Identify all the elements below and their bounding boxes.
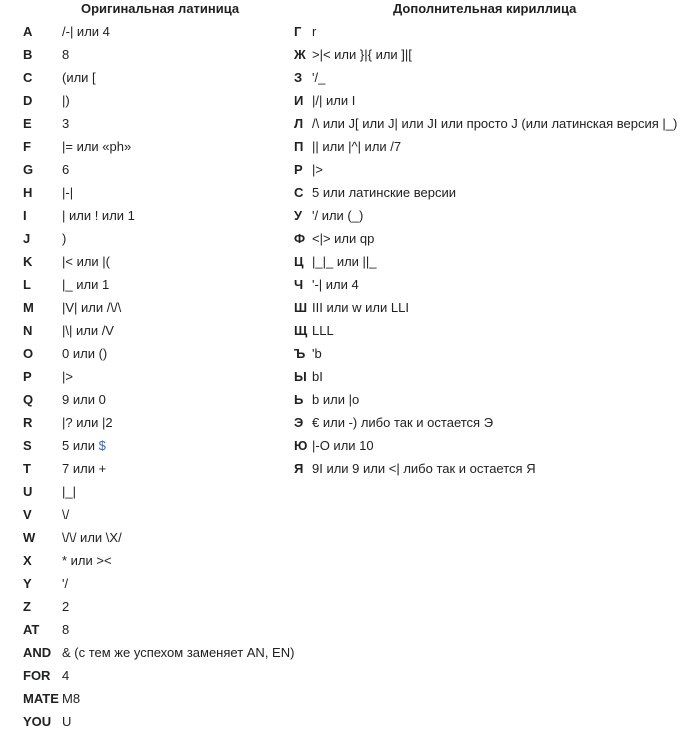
table-row: [294, 319, 689, 342]
letter-key: H: [23, 185, 33, 200]
table-row: [23, 503, 293, 526]
replacement-text: ): [62, 231, 67, 246]
letter-key: V: [23, 507, 32, 522]
replacement-value: [312, 388, 359, 411]
letter-key: Ю: [294, 438, 308, 453]
replacement-text: LLL: [312, 323, 334, 338]
replacement-text: |V| или /\/\: [62, 300, 122, 315]
table-row: [294, 273, 689, 296]
letter-key: И: [294, 93, 304, 108]
table-row: [294, 411, 689, 434]
table-row: [23, 112, 293, 135]
replacement-value: [312, 457, 536, 480]
replacement-value: [312, 204, 363, 227]
table-row: [23, 457, 293, 480]
header-original-latin: Оригинальная латиница: [81, 1, 240, 16]
replacement-value: [312, 434, 374, 457]
letter-key: N: [23, 323, 33, 338]
replacement-text: |_ или 1: [62, 277, 110, 292]
table-row: [23, 572, 293, 595]
replacement-text: 5 или латинские версии: [312, 185, 457, 200]
replacement-text: 0 или (): [62, 346, 108, 361]
replacement-value: [62, 66, 96, 89]
table-row: [23, 365, 293, 388]
replacement-value: [62, 388, 106, 411]
replacement-text: |>: [62, 369, 73, 384]
table-row: [23, 641, 293, 664]
replacement-text: 8: [62, 622, 70, 637]
letter-key: S: [23, 438, 32, 453]
table-row: [23, 66, 293, 89]
letter-key: AND: [23, 645, 52, 660]
letter-key: M: [23, 300, 34, 315]
replacement-value: [312, 296, 409, 319]
letter-key: Ь: [294, 392, 304, 407]
table-row: [23, 204, 293, 227]
table-row: [294, 227, 689, 250]
letter-key: Q: [23, 392, 34, 407]
letter-key: Щ: [294, 323, 308, 338]
replacement-text: 'b: [312, 346, 322, 361]
replacement-text: |< или |(: [62, 254, 111, 269]
replacement-value: [312, 43, 412, 66]
table-row: [294, 204, 689, 227]
replacement-text: |\| или /V: [62, 323, 114, 338]
replacement-text: 6: [62, 162, 70, 177]
replacement-text: 7 или +: [62, 461, 107, 476]
replacement-value: [62, 204, 135, 227]
replacement-value: [62, 411, 113, 434]
replacement-text: |= или «ph»: [62, 139, 132, 154]
replacement-value: [62, 595, 69, 618]
replacement-text: /-| или 4: [62, 24, 110, 39]
replacement-value: [62, 89, 70, 112]
letter-key: AT: [23, 622, 40, 637]
replacement-value: [62, 342, 107, 365]
letter-key: YOU: [23, 714, 52, 729]
table-row: [23, 710, 293, 733]
letter-key: C: [23, 70, 33, 85]
replacement-text: III или w или LLI: [312, 300, 409, 315]
letter-key: G: [23, 162, 34, 177]
letter-key: Г: [294, 24, 302, 39]
table-row: [294, 158, 689, 181]
table-row: [294, 434, 689, 457]
replacement-value: [62, 503, 69, 526]
replacement-link[interactable]: $: [98, 438, 106, 453]
table-row: [294, 181, 689, 204]
table-row: [23, 250, 293, 273]
replacement-text: |_|_ или ||_: [312, 254, 377, 269]
letter-key: O: [23, 346, 34, 361]
replacement-text: || или |^| или /7: [312, 139, 402, 154]
letter-key: R: [23, 415, 33, 430]
replacement-text: 9I или 9 или <| либо так и остается Я: [312, 461, 536, 476]
replacement-value: [312, 250, 377, 273]
letter-key: F: [23, 139, 31, 154]
table-row: [294, 89, 689, 112]
letter-key: Ж: [294, 47, 306, 62]
replacement-value: [62, 687, 80, 710]
replacement-value: [312, 89, 355, 112]
replacement-text: >|< или }|{ или ]|[: [312, 47, 412, 62]
replacement-value: [312, 342, 322, 365]
letter-key: K: [23, 254, 33, 269]
replacement-text: '-| или 4: [312, 277, 359, 292]
replacement-text: \/\/ или \X/: [62, 530, 122, 545]
letter-key: L: [23, 277, 31, 292]
replacement-value: [312, 112, 677, 135]
replacement-value: [312, 181, 456, 204]
letter-key: P: [23, 369, 32, 384]
table-row: [294, 296, 689, 319]
replacement-value: [62, 158, 69, 181]
table-row: [23, 181, 293, 204]
letter-key: B: [23, 47, 33, 62]
replacement-text: U: [62, 714, 72, 729]
letter-key: MATE: [23, 691, 59, 706]
replacement-value: [62, 319, 114, 342]
replacement-text: '/ или (_): [312, 208, 364, 223]
letter-key: Ш: [294, 300, 308, 315]
replacement-value: [312, 319, 334, 342]
replacement-value: [62, 434, 106, 457]
replacement-value: [62, 181, 73, 204]
replacement-text: 2: [62, 599, 70, 614]
table-row: [294, 43, 689, 66]
replacement-text: '/: [62, 576, 69, 591]
letter-key: Ъ: [294, 346, 306, 361]
replacement-text: € или -) либо так и остается Э: [312, 415, 494, 430]
replacement-text: 9 или 0: [62, 392, 106, 407]
table-row: [23, 273, 293, 296]
replacement-text: |_|: [62, 484, 76, 499]
header-extra-cyrillic: Дополнительная кириллица: [393, 1, 577, 16]
replacement-value: [312, 66, 325, 89]
table-row: [23, 526, 293, 549]
letter-key: С: [294, 185, 304, 200]
table-row: [23, 89, 293, 112]
replacement-text: * или ><: [62, 553, 112, 568]
replacement-text: |): [62, 93, 70, 108]
table-row: [294, 66, 689, 89]
letter-key: U: [23, 484, 33, 499]
replacement-value: [62, 273, 109, 296]
replacement-value: [62, 572, 68, 595]
letter-key: I: [23, 208, 27, 223]
replacement-value: [62, 549, 112, 572]
table-row: [23, 388, 293, 411]
letter-key: FOR: [23, 668, 51, 683]
replacement-text: 3: [62, 116, 70, 131]
letter-key: Ы: [294, 369, 307, 384]
replacement-value: [62, 20, 110, 43]
replacement-text: r: [312, 24, 317, 39]
replacement-text: |-|: [62, 185, 74, 200]
letter-key: Ц: [294, 254, 304, 269]
table-row: [294, 112, 689, 135]
table-row: [23, 434, 293, 457]
replacement-value: [312, 227, 374, 250]
letter-key: Я: [294, 461, 304, 476]
letter-key: Z: [23, 599, 31, 614]
table-row: [23, 43, 293, 66]
replacement-text: bI: [312, 369, 323, 384]
replacement-value: [62, 43, 69, 66]
replacement-value: [62, 296, 121, 319]
table-row: [23, 595, 293, 618]
letter-key: Р: [294, 162, 303, 177]
table-row: [294, 342, 689, 365]
replacement-text: |/| или I: [312, 93, 356, 108]
replacement-value: [62, 641, 294, 664]
replacement-value: [62, 618, 69, 641]
cyrillic-column: [294, 20, 689, 480]
replacement-value: [62, 227, 66, 250]
replacement-text: b или |o: [312, 392, 360, 407]
letter-key: X: [23, 553, 32, 568]
replacement-value: [62, 457, 106, 480]
table-row: [294, 250, 689, 273]
table-row: [23, 342, 293, 365]
letter-key: У: [294, 208, 303, 223]
table-row: [294, 388, 689, 411]
table-row: [23, 687, 293, 710]
replacement-text: M8: [62, 691, 81, 706]
letter-key: Ф: [294, 231, 306, 246]
table-row: [23, 135, 293, 158]
replacement-text: |>: [312, 162, 323, 177]
letter-key: П: [294, 139, 304, 154]
replacement-text: /\ или J[ или J| или JI или просто J (или латинская версия |_): [312, 116, 678, 131]
table-row: [23, 319, 293, 342]
replacement-value: [312, 411, 493, 434]
table-row: [23, 664, 293, 687]
table-row: [294, 457, 689, 480]
replacement-text: '/_: [312, 70, 326, 85]
replacement-text: (или [: [62, 70, 96, 85]
replacement-text: \/: [62, 507, 70, 522]
replacement-text: |? или |2: [62, 415, 113, 430]
table-row: [23, 618, 293, 641]
table-row: [294, 135, 689, 158]
replacement-text: 8: [62, 47, 70, 62]
replacement-value: [62, 710, 71, 733]
letter-key: Ч: [294, 277, 304, 292]
replacement-value: [62, 135, 131, 158]
letter-key: D: [23, 93, 33, 108]
table-row: [294, 365, 689, 388]
letter-key: A: [23, 24, 33, 39]
replacement-value: [312, 20, 316, 43]
letter-key: T: [23, 461, 31, 476]
replacement-text: & (с тем же успехом заменяет AN, EN): [62, 645, 295, 660]
replacement-text: <|> или qp: [312, 231, 375, 246]
replacement-value: [62, 526, 122, 549]
letter-key: J: [23, 231, 31, 246]
table-row: [23, 227, 293, 250]
letter-key: Э: [294, 415, 304, 430]
replacement-text: | или ! или 1: [62, 208, 135, 223]
replacement-value: [312, 158, 323, 181]
replacement-value: [62, 112, 69, 135]
replacement-value: [62, 250, 110, 273]
replacement-text: 4: [62, 668, 70, 683]
replacement-value: [62, 664, 69, 687]
table-row: [23, 296, 293, 319]
letter-key: Y: [23, 576, 32, 591]
table-row: [23, 480, 293, 503]
replacement-text: |-O или 10: [312, 438, 374, 453]
replacement-value: [312, 135, 401, 158]
letter-key: E: [23, 116, 32, 131]
table-row: [23, 158, 293, 181]
replacement-value: [62, 480, 76, 503]
table-row: [23, 20, 293, 43]
replacement-text: 5 или: [62, 438, 99, 453]
table-row: [23, 411, 293, 434]
letter-key: Л: [294, 116, 304, 131]
latin-column: [23, 20, 293, 733]
letter-key: W: [23, 530, 36, 545]
replacement-value: [312, 365, 323, 388]
table-row: [294, 20, 689, 43]
letter-key: З: [294, 70, 303, 85]
table-row: [23, 549, 293, 572]
replacement-value: [312, 273, 359, 296]
replacement-value: [62, 365, 73, 388]
